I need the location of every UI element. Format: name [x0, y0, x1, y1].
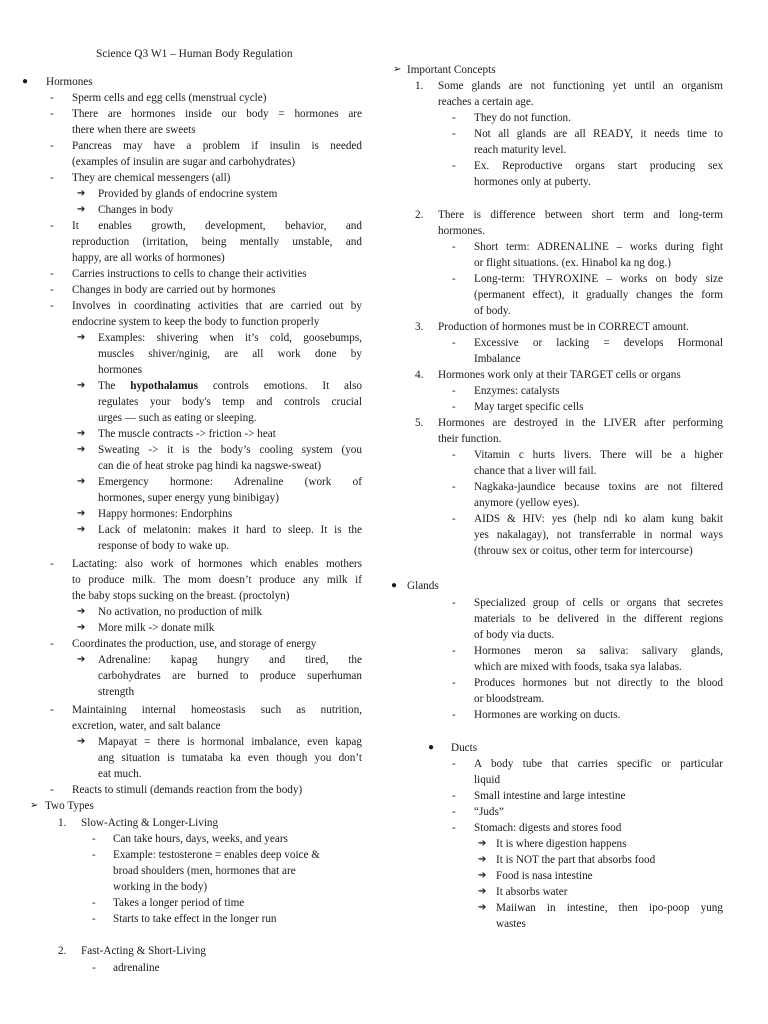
sub-item: Changes in body: [98, 204, 174, 216]
arrow-icon: ➔: [77, 188, 86, 199]
text-controls: controls emotions. It also: [212, 380, 363, 392]
dash-marker: -: [452, 677, 456, 689]
arrow-icon: ➔: [77, 622, 86, 633]
list-item-cont: the baby stops sucking on the breast. (proctolyn): [72, 590, 290, 602]
glands-heading: Glands: [407, 580, 439, 592]
dash-marker: -: [452, 645, 456, 657]
sub-item-cont: urges — such as eating or sleeping.: [98, 412, 257, 424]
dash-marker: -: [50, 172, 54, 184]
list-item-cont: there when there are sweets: [72, 124, 196, 136]
list-item-cont: excretion, water, and salt balance: [72, 720, 221, 732]
dash-marker: -: [50, 784, 54, 796]
arrow-icon: ➔: [77, 508, 86, 519]
sub-item: Sweating -> it is the body’s cooling system (you: [98, 444, 362, 456]
list-item-cont: (examples of insulin are sugar and carbohydrates): [72, 156, 296, 168]
list-number: 1.: [58, 817, 67, 829]
concept-sub-item-cont: (throuw sex or coitus, other term for intercourse): [474, 545, 693, 557]
list-item: Carries instructions to cells to change their activities: [72, 268, 307, 280]
concept-sub-item-cont: Imbalance: [474, 353, 521, 365]
list-item: Maintaining internal homeostasis such as nutrition,: [72, 704, 362, 716]
arrow-icon: ➔: [77, 380, 86, 391]
ducts-sub-item: It absorbs water: [496, 886, 568, 898]
arrow-icon: ➔: [77, 476, 86, 487]
dash-marker: -: [452, 112, 456, 124]
bullet-marker: ●: [391, 580, 398, 591]
dash-marker: -: [50, 558, 54, 570]
dash-marker: -: [92, 897, 96, 909]
dash-marker: -: [452, 160, 456, 172]
concept-sub-item-cont: reach maturity level.: [474, 144, 567, 156]
ducts-item: Small intestine and large intestine: [474, 790, 626, 802]
sub-item: [98, 378, 362, 394]
concept-sub-item-cont: of body.: [474, 305, 511, 317]
dash-marker: -: [92, 849, 96, 861]
concept-item-cont: hormones.: [438, 225, 485, 237]
arrow-icon: ➔: [478, 838, 487, 849]
concept-sub-item: Enzymes: catalysts: [474, 385, 560, 397]
concept-sub-item-cont: anymore (yellow eyes).: [474, 497, 580, 509]
list-item-cont: happy, are all works of hormones): [72, 252, 225, 264]
glands-item: Produces hormones but not directly to the blood: [474, 677, 723, 689]
sub-item-cont: hormones, super energy yung binibigay): [98, 492, 279, 504]
dash-marker: -: [452, 790, 456, 802]
dash-marker: -: [50, 92, 54, 104]
dash-marker: -: [50, 300, 54, 312]
type-item: Example: testosterone = enables deep voice &: [113, 849, 320, 861]
ducts-heading: Ducts: [451, 742, 478, 754]
ducts-sub-item-cont: wastes: [496, 918, 526, 930]
list-item: Reacts to stimuli (demands reaction from the body): [72, 784, 303, 796]
type-item: Starts to take effect in the longer run: [113, 913, 277, 925]
list-item: There are hormones inside our body = hormones are: [72, 108, 362, 120]
dash-marker: -: [452, 449, 456, 461]
list-number: 1.: [415, 80, 424, 92]
concept-sub-item: Short term: ADRENALINE – works during fight: [474, 241, 723, 253]
concept-sub-item-cont: yes nakalagay), not transferrable in normal ways: [474, 529, 723, 541]
sub-item-cont: ang situation is tumataba ka even though you don’t: [98, 752, 362, 764]
concept-sub-item-cont: chance that a liver will fail.: [474, 465, 597, 477]
arrow-icon: ➔: [478, 902, 487, 913]
list-item: It enables growth, development, behavior, and: [72, 220, 362, 232]
list-item-cont: endocrine system to keep the body to function properly: [72, 316, 320, 328]
dash-marker: -: [452, 481, 456, 493]
dash-marker: -: [452, 597, 456, 609]
glands-item-cont: materials to be delivered in the different regions: [474, 613, 723, 625]
concept-sub-item-cont: (permanent effect), it gradually changes the form: [474, 289, 723, 301]
dash-marker: -: [452, 401, 456, 413]
sub-item-cont: can die of heat stroke pag hindi ka nagswe-sweat): [98, 460, 322, 472]
sub-item-cont: eat much.: [98, 768, 142, 780]
important-concepts-heading: Important Concepts: [407, 64, 496, 76]
concept-sub-item: Not all glands are all READY, it needs time to: [474, 128, 723, 140]
dash-marker: -: [50, 704, 54, 716]
list-item: Changes in body are carried out by hormones: [72, 284, 276, 296]
concept-sub-item-cont: hormones only at puberty.: [474, 176, 591, 188]
ducts-item-cont: liquid: [474, 774, 501, 786]
arrow-icon: ➔: [77, 654, 86, 665]
chevron-icon: ➢: [393, 64, 402, 75]
dash-marker: -: [50, 140, 54, 152]
glands-item-cont: or bloodstream.: [474, 693, 545, 705]
concept-item: Hormones work only at their TARGET cells or organs: [438, 369, 681, 381]
concept-sub-item: Excessive or lacking = develops Hormonal: [474, 337, 723, 349]
sub-item: No activation, no production of milk: [98, 606, 263, 618]
list-item: Sperm cells and egg cells (menstrual cycle): [72, 92, 267, 104]
dash-marker: -: [50, 268, 54, 280]
type-heading: Slow-Acting & Longer-Living: [81, 817, 219, 829]
arrow-icon: ➔: [77, 428, 86, 439]
ducts-item: A body tube that carries specific or particular: [474, 758, 723, 770]
arrow-icon: ➔: [77, 204, 86, 215]
type-heading: Fast-Acting & Short-Living: [81, 945, 206, 957]
dash-marker: -: [452, 758, 456, 770]
arrow-icon: ➔: [77, 606, 86, 617]
sub-item-cont: hormones: [98, 364, 143, 376]
list-number: 5.: [415, 417, 424, 429]
glands-item: Hormones meron sa saliva: salivary glands,: [474, 645, 723, 657]
dash-marker: -: [452, 709, 456, 721]
ducts-item: “Juds”: [474, 806, 504, 818]
text-the: The: [98, 380, 116, 392]
sub-item: Examples: shivering when it’s cold, goosebumps,: [98, 332, 362, 344]
list-item: Lactating: also work of hormones which enables mothers: [72, 558, 362, 570]
type-item-cont: working in the body): [113, 881, 208, 893]
concept-sub-item: May target specific cells: [474, 401, 584, 413]
glands-item: Hormones are working on ducts.: [474, 709, 621, 721]
sub-item-cont: regulates your body's temp and controls crucial: [98, 396, 362, 408]
concept-sub-item: Ex. Reproductive organs start producing sex: [474, 160, 723, 172]
concept-sub-item: They do not function.: [474, 112, 571, 124]
sub-item: The muscle contracts -> friction -> heat: [98, 428, 276, 440]
list-item: They are chemical messengers (all): [72, 172, 231, 184]
arrow-icon: ➔: [77, 332, 86, 343]
list-number: 2.: [58, 945, 67, 957]
sub-item: More milk -> donate milk: [98, 622, 215, 634]
sub-item-cont: muscles shiver/nginig, are all work done by: [98, 348, 362, 360]
sub-item: Lack of melatonin: makes it hard to sleep. It is the: [98, 524, 362, 536]
arrow-icon: ➔: [77, 524, 86, 535]
dash-marker: -: [50, 220, 54, 232]
type-item: adrenaline: [113, 962, 160, 974]
arrow-icon: ➔: [478, 854, 487, 865]
ducts-sub-item: Maiiwan in intestine, then ipo-poop yung: [496, 902, 723, 914]
list-item: Coordinates the production, use, and storage of energy: [72, 638, 317, 650]
arrow-icon: ➔: [478, 886, 487, 897]
sub-item: Emergency hormone: Adrenaline (work of: [98, 476, 362, 488]
sub-item-cont: response of body to wake up.: [98, 540, 230, 552]
concept-item: Some glands are not functioning yet until an organism: [438, 80, 723, 92]
arrow-icon: ➔: [77, 736, 86, 747]
sub-item: Mapayat = there is hormonal imbalance, even kapag: [98, 736, 362, 748]
list-item-cont: to produce milk. The mom doesn’t produce any milk if: [72, 574, 362, 586]
sub-item: Happy hormones: Endorphins: [98, 508, 233, 520]
ducts-item: Stomach: digests and stores food: [474, 822, 622, 834]
two-types-heading: Two Types: [45, 800, 94, 812]
dash-marker: -: [452, 241, 456, 253]
glands-item: Specialized group of cells or organs that secretes: [474, 597, 723, 609]
dash-marker: -: [92, 833, 96, 845]
hormones-heading: Hormones: [46, 76, 93, 88]
document-title: Science Q3 W1 – Human Body Regulation: [96, 48, 293, 60]
list-number: 4.: [415, 369, 424, 381]
type-item: Takes a longer period of time: [113, 897, 245, 909]
dash-marker: -: [50, 284, 54, 296]
concept-sub-item-cont: or flight situations. (ex. Hinabol ka ng dog.): [474, 257, 671, 269]
list-item-cont: reproduction (irritation, being mentally unstable, and: [72, 236, 362, 248]
concept-item: Production of hormones must be in CORRECT amount.: [438, 321, 689, 333]
concept-item: Hormones are destroyed in the LIVER after performing: [438, 417, 723, 429]
dash-marker: -: [452, 273, 456, 285]
dash-marker: -: [452, 337, 456, 349]
type-item: Can take hours, days, weeks, and years: [113, 833, 288, 845]
sub-item: Provided by glands of endocrine system: [98, 188, 278, 200]
ducts-sub-item: It is NOT the part that absorbs food: [496, 854, 656, 866]
dash-marker: -: [92, 913, 96, 925]
glands-item-cont: which are mixed with foods, tsaka sya lalabas.: [474, 661, 682, 673]
arrow-icon: ➔: [478, 870, 487, 881]
concept-sub-item: Long-term: THYROXINE – works on body size: [474, 273, 723, 285]
dash-marker: -: [452, 806, 456, 818]
bullet-marker: ●: [22, 76, 29, 87]
sub-item-cont: carbohydrates are burned to produce superhuman: [98, 670, 362, 682]
bullet-marker: ●: [428, 742, 435, 753]
concept-item-cont: reaches a certain age.: [438, 96, 534, 108]
dash-marker: -: [92, 962, 96, 974]
ducts-sub-item: Food is nasa intestine: [496, 870, 593, 882]
dash-marker: -: [452, 128, 456, 140]
chevron-icon: ➢: [30, 800, 39, 811]
sub-item: Adrenaline: kapag hungry and tired, the: [98, 654, 362, 666]
glands-item-cont: of body via ducts.: [474, 629, 555, 641]
list-number: 2.: [415, 209, 424, 221]
dash-marker: -: [452, 513, 456, 525]
list-item: Pancreas may have a problem if insulin is needed: [72, 140, 362, 152]
concept-item-cont: their function.: [438, 433, 502, 445]
ducts-sub-item: It is where digestion happens: [496, 838, 627, 850]
list-item: Involves in coordinating activities that are carried out by: [72, 300, 362, 312]
concept-item: There is difference between short term and long-term: [438, 209, 723, 221]
list-number: 3.: [415, 321, 424, 333]
dash-marker: -: [50, 108, 54, 120]
arrow-icon: ➔: [77, 444, 86, 455]
concept-sub-item: Nagkaka-jaundice because toxins are not filtered: [474, 481, 723, 493]
hypothalamus-term: hypothalamus: [130, 380, 199, 392]
concept-sub-item: AIDS & HIV: yes (help ndi ko alam kung bakit: [474, 513, 723, 525]
dash-marker: -: [50, 638, 54, 650]
dash-marker: -: [452, 385, 456, 397]
sub-item-cont: strength: [98, 686, 135, 698]
dash-marker: -: [452, 822, 456, 834]
type-item-cont: broad shoulders (men, hormones that are: [113, 865, 296, 877]
concept-sub-item: Vitamin c hurts livers. There will be a higher: [474, 449, 723, 461]
